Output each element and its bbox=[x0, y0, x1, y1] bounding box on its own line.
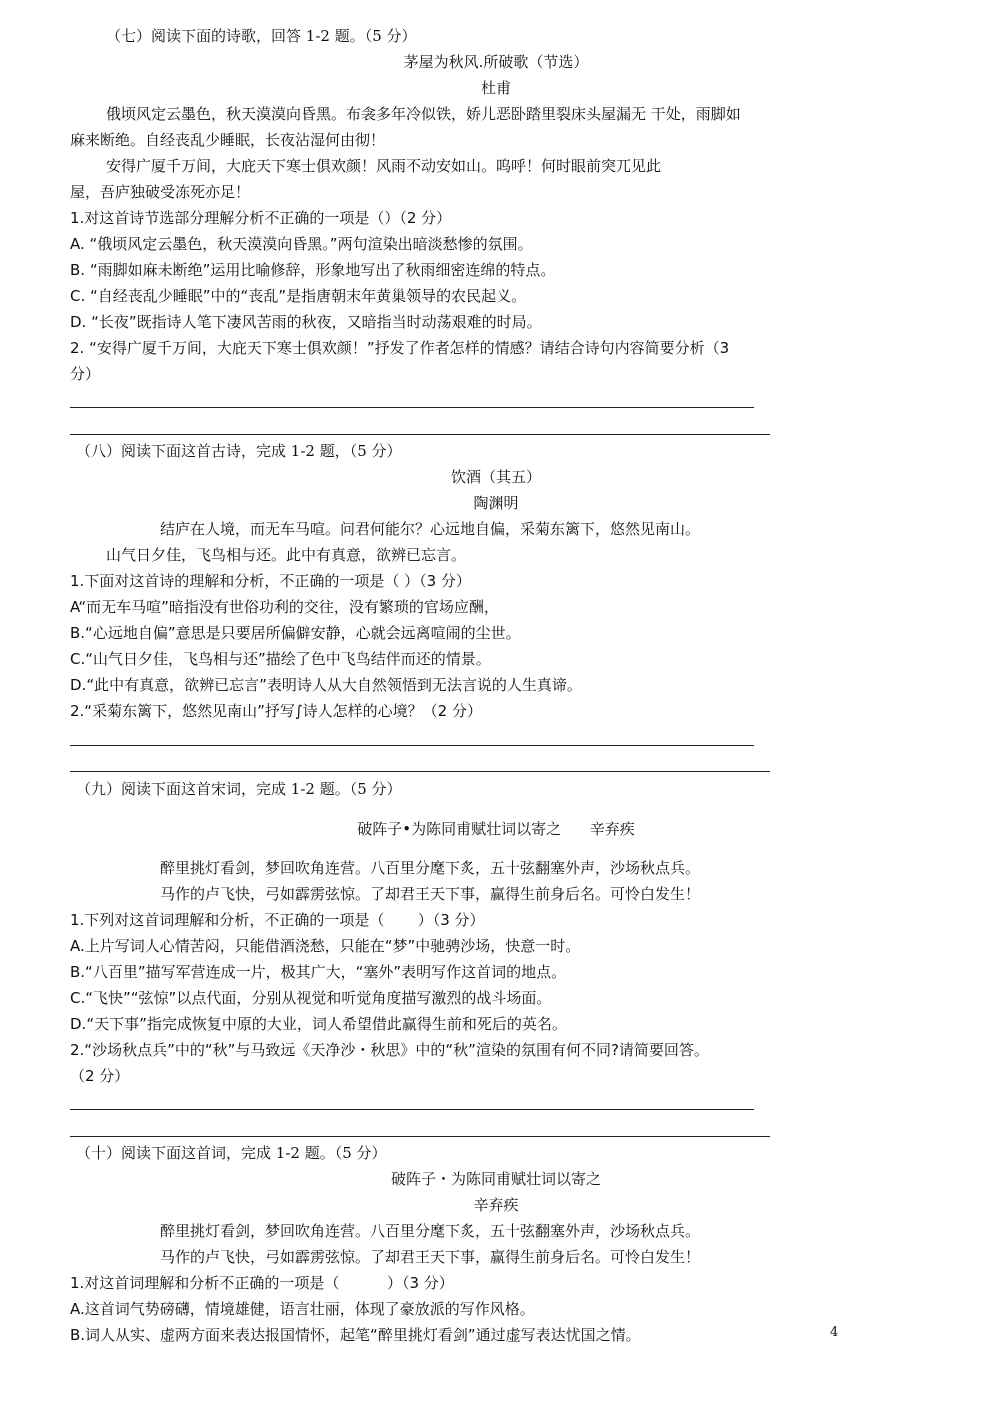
answer-line bbox=[70, 771, 770, 772]
section-7-poem-line: 麻来断绝。自经丧乱少睡眠，长夜沾湿何由彻！ bbox=[70, 131, 386, 149]
page-number: 4 bbox=[830, 1325, 839, 1340]
section-9-question: 2.“沙场秋点兵”中的“秋”与马致远《天净沙・秋思》中的“秋”渲染的氛围有何不同?请简要回答。 bbox=[70, 1041, 709, 1059]
section-10-poem-author: 辛弃疾 bbox=[473, 1196, 519, 1214]
section-7-poem-line: 俄顷风定云墨色，秋天漠漠向昏黑。布衾多年冷似铁，娇儿恶卧踏里裂床头屋漏无 干处，雨脚如 bbox=[106, 105, 741, 123]
section-9-option-b: B.“八百里”描写军营连成一片，极其广大，“塞外”表明写作这首词的地点。 bbox=[70, 963, 567, 981]
section-9-poem-line: 马作的卢飞快，弓如霹雳弦惊。了却君王天下事，赢得生前身后名。可怜白发生！ bbox=[160, 885, 701, 903]
answer-line bbox=[70, 1109, 754, 1110]
section-8-question: 1.下面对这首诗的理解和分析，不正确的一项是（ ）（3 分） bbox=[70, 572, 471, 590]
section-8-poem-author: 陶渊明 bbox=[473, 494, 519, 512]
section-7-poem-line: 屋，吾庐独破受冻死亦足！ bbox=[70, 183, 251, 201]
section-10-poem-title: 破阵子・为陈同甫赋壮词以寄之 bbox=[390, 1170, 601, 1188]
section-8-option-b: B.“心远地自偏”意思是只要居所偏僻安静，心就会远离喧闹的尘世。 bbox=[70, 624, 521, 642]
section-10-option-b: B.词人从实、虚两方面来表达报国情怀，起笔“醉里挑灯看剑”通过虚写表达忧国之情。 bbox=[70, 1326, 641, 1344]
section-9-poem-line: 醉里挑灯看剑，梦回吹角连营。八百里分麾下炙，五十弦翻塞外声，沙场秋点兵。 bbox=[160, 859, 701, 877]
section-8-option-c: C.“山气日夕佳，飞鸟相与还”描绘了色中飞鸟结伴而还的情景。 bbox=[70, 650, 491, 668]
section-7-poem-title: 茅屋为秋风.所破歌（节选） bbox=[403, 53, 589, 71]
section-10-poem-line: 马作的卢飞快，弓如霹雳弦惊。了却君王天下事，赢得生前身后名。可怜白发生！ bbox=[160, 1248, 701, 1266]
section-9-option-d: D.“天下事”指完成恢复中原的大业，词人希望借此赢得生前和死后的英名。 bbox=[70, 1015, 567, 1033]
section-8-poem-line: 结庐在人境，而无车马喧。问君何能尔？心远地自偏，采菊东篱下，悠然见南山。 bbox=[160, 520, 701, 538]
section-8-option-a: A“而无车马喧”暗指没有世俗功利的交往，没有繁琐的官场应酬， bbox=[70, 598, 499, 616]
section-9-question: 1.下列对这首词理解和分析，不正确的一项是（ ）（3 分） bbox=[70, 911, 485, 929]
section-9-option-a: A.上片写词人心情苦闷，只能借酒浇愁，只能在“梦”中驰骋沙场，快意一时。 bbox=[70, 937, 581, 955]
section-8-poem-title: 饮酒（其五） bbox=[450, 468, 541, 486]
section-7-poem-author: 杜甫 bbox=[480, 79, 511, 97]
section-10-question: 1.对这首词理解和分析不正确的一项是（ ）（3 分） bbox=[70, 1274, 454, 1292]
answer-line bbox=[70, 1136, 770, 1137]
section-7-option-a: A. “俄顷风定云墨色，秋天漠漠向昏黑。”两句渲染出暗淡愁惨的氛围。 bbox=[70, 235, 533, 253]
section-10-option-a: A.这首词气势磅礴，情境雄健，语言壮丽，体现了豪放派的写作风格。 bbox=[70, 1300, 535, 1318]
section-8-question: 2.“采菊东篱下，悠然见南山”抒写∫诗人怎样的心境？（2 分） bbox=[70, 702, 482, 720]
answer-line bbox=[70, 745, 754, 746]
section-8-option-d: D.“此中有真意，欲辨已忘言”表明诗人从大自然领悟到无法言说的人生真谛。 bbox=[70, 676, 582, 694]
section-7-option-c: C. “自经丧乱少睡眠”中的“丧乱”是指唐朝末年黄巢领导的农民起义。 bbox=[70, 287, 527, 305]
section-7-poem-line: 安得广厦千万间，大庇天下寒士俱欢颜！风雨不动安如山。呜呼！何时眼前突兀见此 bbox=[106, 157, 662, 175]
section-7-question: 分） bbox=[70, 365, 101, 383]
answer-line bbox=[70, 407, 754, 408]
section-8-header: （八）阅读下面这首古诗，完成 1-2 题，（5 分） bbox=[76, 442, 402, 460]
section-9-option-c: C.“飞快”“弦惊”以点代面，分别从视觉和听觉角度描写激烈的战斗场面。 bbox=[70, 989, 552, 1007]
section-7-question: 1.对这首诗节选部分理解分析不正确的一项是（）（2 分） bbox=[70, 209, 452, 227]
section-9-header: （九）阅读下面这首宋词，完成 1-2 题。（5 分） bbox=[76, 780, 402, 798]
section-7-option-b: B. “雨脚如麻未断绝”运用比喻修辞，形象地写出了秋雨细密连绵的特点。 bbox=[70, 261, 556, 279]
section-7-option-d: D. “长夜”既指诗人笔下凄风苦雨的秋夜，又暗指当时动荡艰难的时局。 bbox=[70, 313, 542, 331]
section-9-question: （2 分） bbox=[70, 1067, 130, 1085]
answer-line bbox=[70, 434, 770, 435]
section-9-poem-title: 破阵子•为陈同甫赋壮词以寄之 辛弃疾 bbox=[357, 820, 635, 838]
section-10-poem-line: 醉里挑灯看剑，梦回吹角连营。八百里分麾下炙，五十弦翻塞外声，沙场秋点兵。 bbox=[160, 1222, 701, 1240]
section-7-question: 2. “安得广厦千万间，大庇天下寒士俱欢颜！”抒发了作者怎样的情感？请结合诗句内容简要分析（3 bbox=[70, 339, 730, 357]
section-7-header: （七）阅读下面的诗歌，回答 1-2 题。（5 分） bbox=[106, 27, 417, 45]
section-8-poem-line: 山气日夕佳，飞鸟相与还。此中有真意，欲辨已忘言。 bbox=[106, 546, 467, 564]
section-10-header: （十）阅读下面这首词，完成 1-2 题。（5 分） bbox=[76, 1144, 387, 1162]
